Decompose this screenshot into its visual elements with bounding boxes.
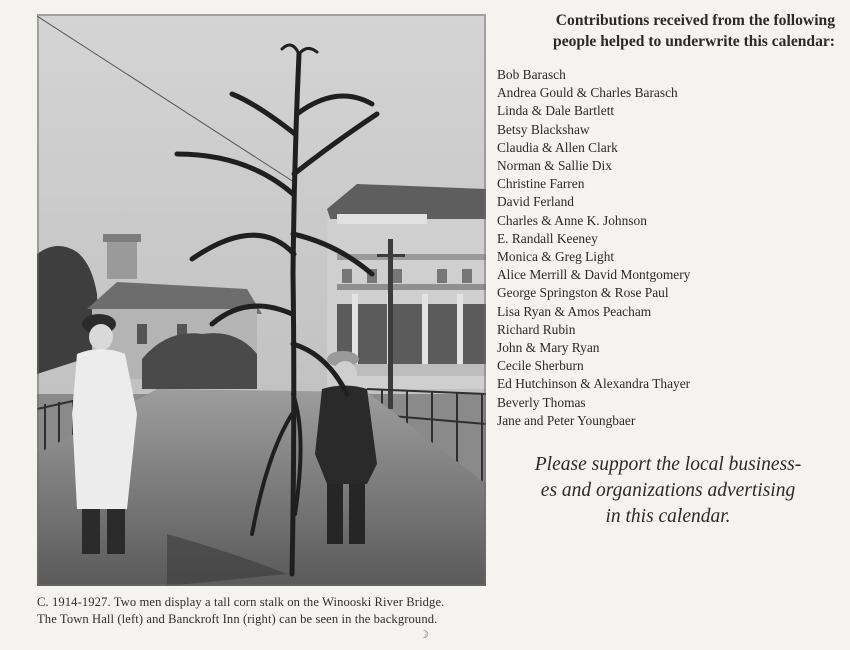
contributor-name: Charles & Anne K. Johnson	[497, 212, 647, 228]
contributor-name: Alice Merrill & David Montgomery	[497, 267, 691, 283]
caption-line-2: The Town Hall (left) and Banckroft Inn (right) can be seen in the background.	[37, 612, 438, 626]
contributor-name: E. Randall Keeney	[497, 230, 598, 246]
photo-caption	[37, 594, 497, 628]
contributor-name: John & Mary Ryan	[497, 340, 600, 356]
photo-utility-pole	[388, 239, 393, 409]
appeal-line-2: es and organizations advertising	[540, 480, 796, 501]
contributor-name: Beverly Thomas	[497, 394, 586, 410]
page-mark-icon: ☽	[419, 629, 429, 641]
contributor-name: Betsy Blackshaw	[497, 121, 590, 137]
contributor-name: Christine Farren	[497, 176, 585, 192]
contributor-name: Claudia & Allen Clark	[497, 139, 618, 155]
contributor-name: Bob Barasch	[497, 67, 566, 82]
contributor-name: Monica & Greg Light	[497, 249, 615, 265]
caption-line-1: C. 1914-1927. Two men display a tall corn stalk on the Winooski River Bridge.	[37, 595, 445, 609]
historic-photo	[37, 14, 486, 586]
heading-line-1: Contributions received from the following	[555, 12, 835, 29]
contributor-name: David Ferland	[497, 194, 574, 210]
contributor-name: Cecile Sherburn	[497, 358, 584, 374]
support-appeal	[508, 452, 828, 530]
contributor-name: Lisa Ryan & Amos Peacham	[497, 303, 652, 319]
contributors-list	[497, 66, 690, 430]
contributor-name: Jane and Peter Youngbaer	[497, 412, 636, 428]
contributor-name: Ed Hutchinson & Alexandra Thayer	[497, 376, 691, 392]
contributor-name: Norman & Sallie Dix	[497, 158, 612, 174]
contributor-name: Linda & Dale Bartlett	[497, 103, 615, 119]
contributions-heading	[500, 10, 835, 52]
appeal-line-3: in this calendar.	[605, 506, 731, 527]
appeal-line-1: Please support the local business-	[534, 454, 802, 475]
contributor-name: George Springston & Rose Paul	[497, 285, 669, 301]
heading-line-2: people helped to underwrite this calendar:	[553, 33, 835, 50]
contributor-name: Richard Rubin	[497, 321, 576, 337]
contributor-name: Andrea Gould & Charles Barasch	[497, 85, 678, 101]
